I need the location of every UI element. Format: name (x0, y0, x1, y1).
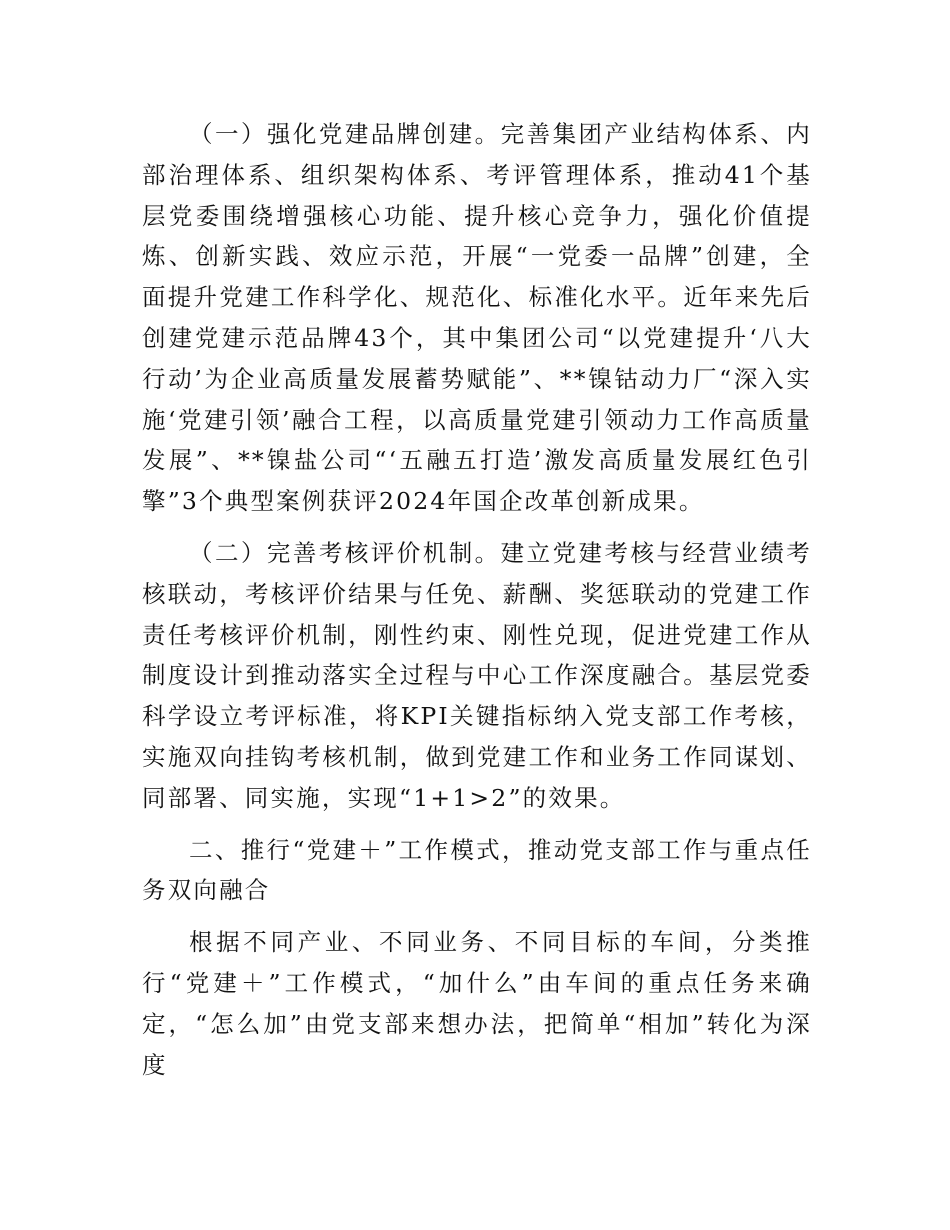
section-heading-party-plus-mode: 二、推行“党建＋”工作模式，推动党支部工作与重点任务双向融合 (142, 835, 812, 905)
paragraph-assessment-mechanism: （二）完善考核评价机制。建立党建考核与经营业绩考核联动，考核评价结果与任免、薪酬、奖惩联动的党建工作责任考核评价机制，刚性约束、刚性兑现，促进党建工作从制度设计到推动落实全过程与中心工作深度融合。基层党委科学设立考评标准，将KPI关键指标纳入党支部工作考核，实施双向挂钩考核机制，做到党建工作和业务工作同谋划、同部署、同实施，实现“1+1>2”的效果。 (142, 538, 812, 812)
paragraph-party-brand-building: （一）强化党建品牌创建。完善集团产业结构体系、内部治理体系、组织架构体系、考评管理体系，推动41个基层党委围绕增强核心功能、提升核心竞争力，强化价值提炼、创新实践、效应示范，开展“一党委一品牌”创建，全面提升党建工作科学化、规范化、标准化水平。近年来先后创建党建示范品牌43个，其中集团公司“以党建提升‘八大行动’为企业高质量发展蓄势赋能”、**镍钴动力厂“深入实施‘党建引领’融合工程，以高质量党建引领动力工作高质量发展”、**镍盐公司“‘五融五打造’激发高质量发展红色引擎”3个典型案例获评2024年国企改革创新成果。 (142, 120, 812, 516)
document-body (142, 114, 812, 1096)
paragraph-party-plus-implementation: 根据不同产业、不同业务、不同目标的车间，分类推行“党建＋”工作模式，“加什么”由车间的重点任务来确定，“怎么加”由党支部来想办法，把简单“相加”转化为深度 (142, 928, 812, 1079)
